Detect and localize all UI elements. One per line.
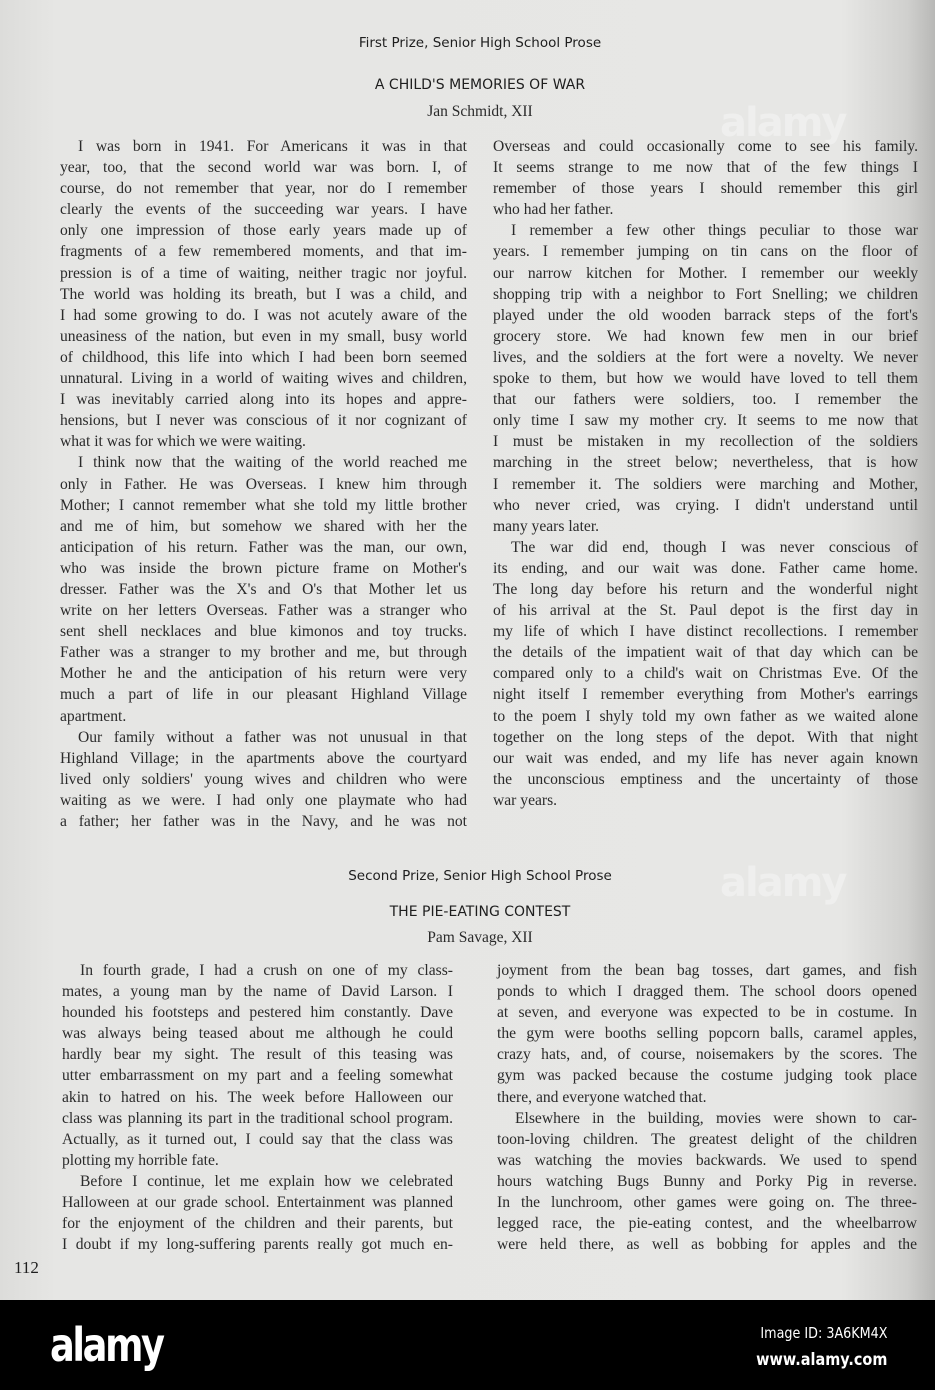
- text-line: uneasiness of the nation, but even in my small, busy world: [60, 327, 467, 345]
- paragraph: [60, 136, 467, 452]
- text-line: Actually, as it turned out, I could say that the class was: [62, 1130, 453, 1148]
- text-line: much a part of life in our pleasant Highland Village: [60, 686, 467, 704]
- text-line: night itself I remember everything from Mother's earrings: [493, 686, 918, 704]
- text-line: waiting as we were. I had only one playmate who had: [60, 791, 467, 809]
- text-line: our narrow kitchen for Mother. I remember our weekly: [493, 264, 918, 282]
- stock-banner: [0, 1300, 935, 1390]
- text-line: for the enjoyment of the children and their parents, but: [62, 1215, 453, 1233]
- text-line: I remember a few other things peculiar to those war: [511, 222, 918, 240]
- paragraph: [493, 220, 918, 536]
- paragraph: [62, 1171, 453, 1255]
- text-line: only time I saw my mother cry. It seems to me now that: [493, 412, 918, 430]
- page-number: 112: [14, 1258, 39, 1277]
- section-heading: First Prize, Senior High School Prose: [358, 35, 602, 51]
- text-line: at seven, and everyone was expected to be in costume. In: [497, 1004, 917, 1022]
- text-line: joyment from the bean bag tosses, dart games, and fish: [497, 962, 917, 979]
- text-line: The world was holding its breath, but I was a child, and: [60, 285, 467, 303]
- text-line: its ending, and our wait was done. Father came home.: [493, 559, 918, 577]
- essay-author: Jan Schmidt, XII: [427, 103, 533, 120]
- watermark: alamy: [720, 100, 846, 146]
- paragraph: [497, 960, 917, 1108]
- text-line: apartment.: [60, 707, 127, 725]
- text-line: hours watching Bugs Bunny and Porky Pig in reverse.: [497, 1172, 917, 1190]
- text-line: mates, a young man by the name of David Larson. I: [62, 983, 453, 1001]
- text-line: Highland Village; in the apartments above the courtyard: [60, 749, 467, 767]
- text-line: Elsewhere in the building, movies were shown to car-: [515, 1109, 917, 1127]
- text-line: shopping trip with a neighbor to Fort Snelling; we children: [493, 285, 918, 303]
- text-line: was always being teased about me although he could: [62, 1025, 453, 1043]
- text-line: utter embarrassment on my part and a feeling somewhat: [62, 1067, 453, 1085]
- text-line: lives, and the soldiers at the fort were a novelty. We never: [493, 348, 918, 366]
- text-line: The war did end, though I was never conscious of: [511, 538, 918, 556]
- text-line: anticipation of his return. Father was the man, our own,: [60, 538, 467, 556]
- text-line: the gym were booths selling popcorn balls, caramel apples,: [497, 1025, 917, 1043]
- text-line: remember of those years I should remember this girl: [493, 180, 918, 198]
- text-line: who was inside the brown picture frame on Mother's: [60, 559, 467, 577]
- text-line: our wait was ended, and my life has never again known: [493, 749, 918, 767]
- text-line: course, do not remember that year, nor do I remember: [60, 180, 467, 198]
- text-line: Our family without a father was not unusual in that: [78, 728, 467, 746]
- alamy-logo: alamy: [50, 1318, 163, 1372]
- text-line: years. I remember jumping on tin cans on the floor of: [493, 243, 918, 261]
- text-line: class was planning its part in the traditional school program.: [62, 1109, 453, 1127]
- text-line: played under the old wooden barrack steps of the fort's: [493, 306, 918, 324]
- text-line: fragments of a few remembered moments, and that im-: [60, 243, 467, 261]
- essay-column-left: [62, 960, 453, 1255]
- text-line: compared only to a child's wait on Christmas Eve. Of the: [493, 665, 918, 683]
- text-line: plotting my horrible fate.: [62, 1151, 219, 1169]
- text-line: to the poem I shyly told my own father as we waited alone: [493, 707, 918, 725]
- text-line: hounded his footsteps and pestered him constantly. Dave: [62, 1004, 453, 1022]
- text-line: my life of which I have distinct recollections. I remember: [493, 623, 918, 641]
- paragraph: [493, 537, 918, 811]
- text-line: pression is of a time of waiting, neither tragic nor joyful.: [60, 264, 467, 282]
- text-line: In the lunchroom, other games were going on. The three-: [497, 1194, 917, 1212]
- text-line: of childhood, this life into which I had been born seemed: [60, 348, 467, 366]
- text-line: hardly bear my sight. The result of this teasing was: [62, 1046, 453, 1064]
- text-line: ponds to which I dragged them. The school doors opened: [497, 983, 917, 1001]
- section-heading: Second Prize, Senior High School Prose: [348, 868, 612, 884]
- text-line: the details of the impatient wait of that day which can be: [493, 644, 918, 662]
- text-line: I remember it. The soldiers were marching and Mother,: [493, 475, 918, 493]
- text-line: only one impression of those early years made up of: [60, 222, 467, 240]
- paragraph: [62, 960, 453, 1171]
- text-line: grocery store. We had known few men in our brief: [493, 327, 918, 345]
- text-line: The long day before his return and the wonderful night: [493, 580, 918, 598]
- essay-column-right: [493, 136, 918, 811]
- text-line: and me of him, but somehow we shared with her the: [60, 517, 467, 535]
- text-line: gym was packed because the costume judging took place: [497, 1067, 917, 1085]
- paragraph: [60, 452, 467, 726]
- text-line: I think now that the waiting of the world reached me: [78, 454, 467, 472]
- text-line: crazy hats, and, of course, noisemakers by the scores. The: [497, 1046, 917, 1064]
- text-line: what it was for which we were waiting.: [60, 433, 306, 451]
- text-line: who had her father.: [493, 201, 614, 219]
- text-line: I was inevitably carried along into its hopes and appre-: [60, 391, 467, 409]
- text-line: a father; her father was in the Navy, and he was not: [60, 813, 467, 830]
- text-line: akin to hatred on his. The week before Halloween our: [62, 1088, 453, 1106]
- essay-title: A CHILD'S MEMORIES OF WAR: [374, 77, 586, 93]
- text-line: write on her letters Overseas. Father was a stranger who: [60, 602, 467, 620]
- text-line: there, and everyone watched that.: [497, 1088, 707, 1106]
- text-line: together on the long steps of the depot. With that night: [493, 728, 918, 746]
- site-url: www.alamy.com: [755, 1350, 887, 1370]
- text-line: Halloween at our grade school. Entertainment was planned: [62, 1194, 453, 1212]
- text-line: Overseas and could occasionally come to see his family.: [493, 138, 918, 155]
- paragraph: [497, 1108, 917, 1256]
- text-line: toon-loving children. The greatest delight of the children: [497, 1130, 917, 1148]
- paragraph: [60, 727, 467, 832]
- watermark: alamy: [720, 860, 846, 906]
- essay-column-left: [60, 136, 467, 832]
- text-line: spoke to them, but how we would have loved to tell them: [493, 370, 918, 388]
- paragraph: [493, 136, 918, 220]
- text-line: I doubt if my long-suffering parents really got much en-: [62, 1236, 453, 1254]
- text-line: many years later.: [493, 517, 600, 535]
- text-line: clearly the events of the succeeding war years. I have: [60, 201, 467, 219]
- text-line: that our fathers were soldiers, too. I remember the: [493, 391, 918, 409]
- text-line: legged race, the pie-eating contest, and the wheelbarrow: [497, 1215, 917, 1233]
- text-line: the unconscious emptiness and the uncertainty of those: [493, 770, 918, 788]
- text-line: of his arrival at the St. Paul depot is the first day in: [493, 602, 918, 620]
- text-line: was watching the movies backwards. We used to spend: [497, 1151, 917, 1169]
- text-line: unnatural. Living in a world of waiting wives and children,: [60, 370, 467, 388]
- text-line: I must be mistaken in my recollection of the soldiers: [493, 433, 918, 451]
- text-line: Mother; I cannot remember what she told my little brother: [60, 496, 467, 514]
- text-line: In fourth grade, I had a crush on one of my class-: [80, 962, 453, 979]
- text-line: sent shell necklaces and blue kimonos and toy trucks.: [60, 623, 467, 641]
- essay-column-right: [497, 960, 917, 1255]
- text-line: were held there, as well as bobbing for apples and the: [497, 1236, 917, 1254]
- text-line: hensions, but I never was conscious of it nor cognizant of: [60, 412, 467, 430]
- text-line: dresser. Father was the X's and O's that Mother let us: [60, 580, 467, 598]
- text-line: marching in the street below; nevertheless, that is how: [493, 454, 918, 472]
- text-line: lived only soldiers' young wives and children who were: [60, 770, 467, 788]
- text-line: only in Father. He was Overseas. I knew him through: [60, 475, 467, 493]
- essay-author: Pam Savage, XII: [427, 929, 533, 946]
- text-line: I was born in 1941. For Americans it was in that: [78, 138, 467, 155]
- text-line: war years.: [493, 791, 558, 809]
- text-line: year, too, that the second world war was born. I, of: [60, 159, 467, 177]
- text-line: who never cried, was crying. I didn't understand until: [493, 496, 918, 514]
- text-line: Father was a stranger to my brother and me, but through: [60, 644, 467, 662]
- text-line: It seems strange to me now that of the few things I: [493, 159, 918, 177]
- essay-title: THE PIE-EATING CONTEST: [389, 904, 571, 920]
- image-id: Image ID: 3A6KM4X: [759, 1324, 887, 1342]
- text-line: Mother he and the anticipation of his return were very: [60, 665, 467, 683]
- text-line: Before I continue, let me explain how we celebrated: [80, 1172, 453, 1190]
- text-line: I had some growing to do. I was not acutely aware of the: [60, 306, 467, 324]
